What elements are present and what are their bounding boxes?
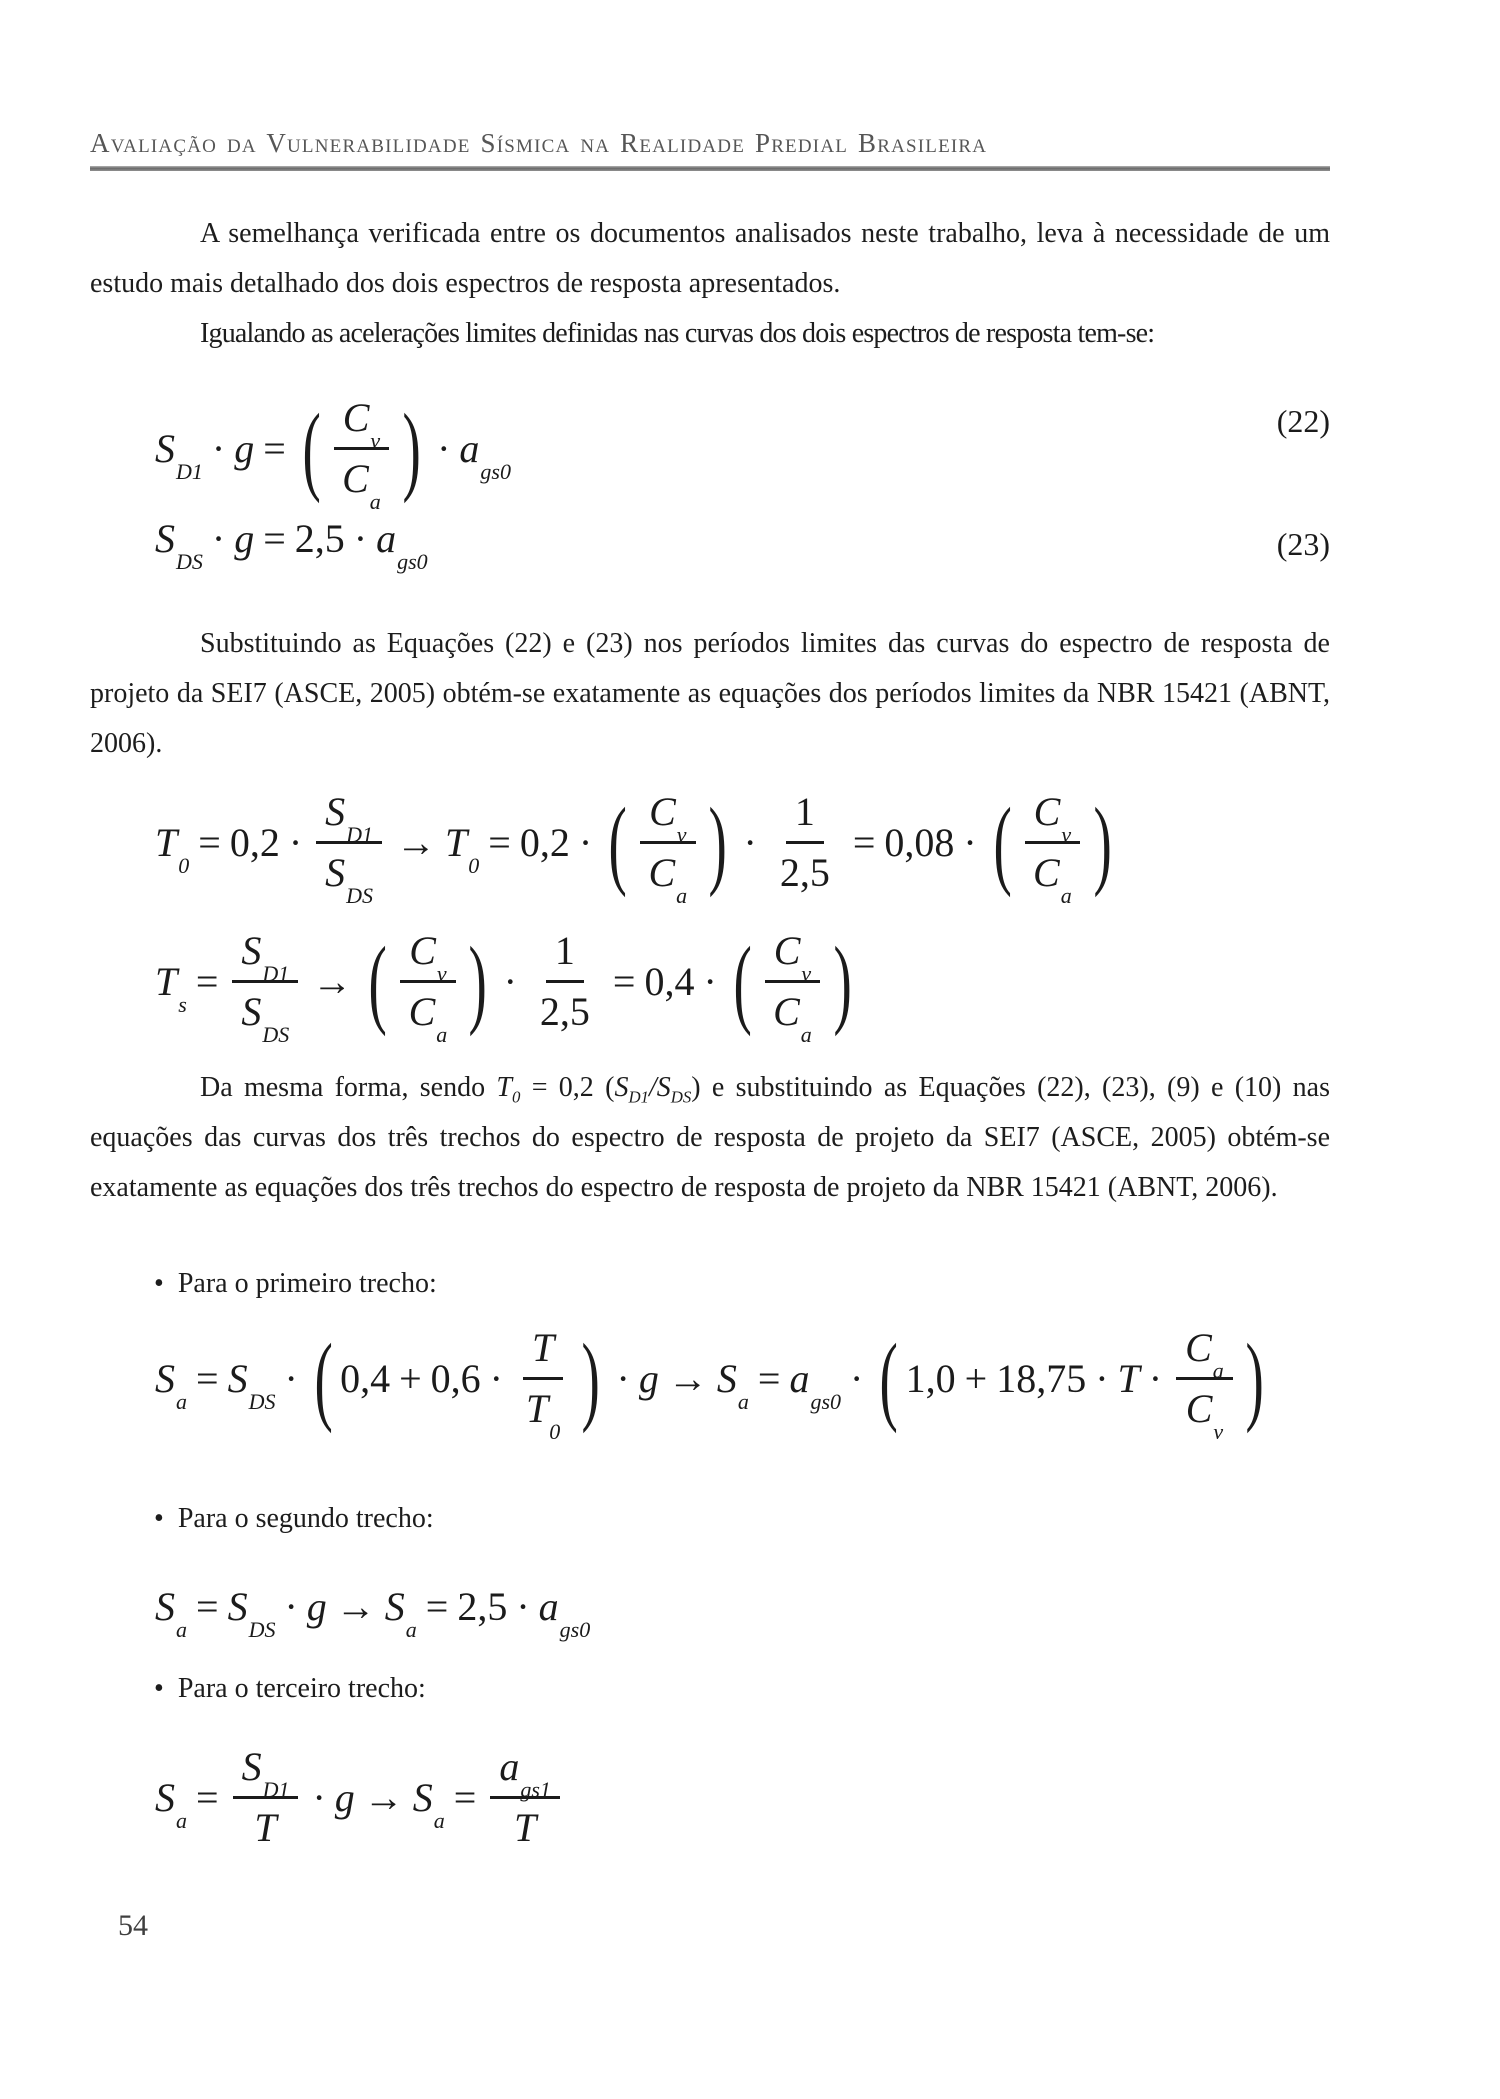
math-operator: ·: [353, 516, 368, 561]
math-var: T: [1117, 1355, 1140, 1401]
math-var: a: [538, 1584, 559, 1629]
bullet-item-terceiro-trecho: [154, 1664, 1330, 1714]
math-operator: ·: [703, 958, 717, 1004]
arrow-icon: →: [312, 958, 353, 1004]
math-sub: D1: [262, 961, 290, 987]
equation-segundo-trecho-block: [155, 1584, 1330, 1643]
math-sub: DS: [346, 883, 374, 909]
math-number: 1: [554, 928, 575, 973]
math-operator: ·: [1095, 1355, 1109, 1401]
fraction: [639, 789, 696, 909]
equation-23-row: [155, 516, 1330, 575]
math-operator: ·: [1148, 1355, 1163, 1401]
math-var: C: [1185, 1386, 1213, 1431]
fraction: [771, 789, 839, 896]
right-paren: ): [1245, 1322, 1264, 1434]
math-operator: =: [852, 819, 876, 865]
math-sub: 0: [468, 852, 480, 878]
running-header-title: Avaliação da Vulnerabilidade Sísmica na Realidade Predial Brasileira: [90, 128, 988, 158]
math-sub: a: [369, 489, 381, 515]
math-operator: ·: [963, 819, 977, 865]
math-var: T: [155, 819, 178, 865]
fraction: [333, 395, 390, 515]
math-var: g: [234, 425, 255, 471]
math-sub: a: [800, 1022, 812, 1048]
right-paren: ): [468, 925, 488, 1037]
equation-22-row: [155, 392, 1330, 515]
math-number: 1: [794, 789, 815, 834]
math-var: g: [638, 1355, 659, 1401]
math-var: a: [376, 516, 397, 561]
math-operator: =: [612, 958, 636, 1004]
equation-number-23: (23): [1276, 526, 1330, 562]
math-number: 2,5: [539, 989, 590, 1034]
math-sub: DS: [248, 1388, 276, 1414]
math-var: C: [648, 850, 676, 895]
fraction: [764, 928, 821, 1048]
math-operator: /: [648, 1072, 657, 1103]
math-operator: ·: [503, 958, 517, 1004]
math-sub: gs0: [810, 1388, 841, 1414]
paragraph-4: [90, 1063, 1330, 1213]
math-sub: a: [405, 1617, 417, 1643]
math-sub: DS: [248, 1617, 276, 1643]
math-operator: ·: [437, 425, 451, 471]
math-var: T: [531, 1325, 555, 1370]
math-sub: a: [176, 1617, 187, 1643]
paragraph-4-text: e substituindo as Equações (22), (23), (9) e (10) nas equações das curvas dos três trechos do espectro de resposta de projeto da SEI7 (ASCE, 2005) obtém-se exatamente as equações dos três trechos do espectro de resposta de projeto da NBR 15421 (ABNT, 2006).: [90, 1072, 1331, 1203]
math-var: T: [155, 958, 178, 1004]
math-var: g: [334, 1774, 355, 1820]
page-content: [90, 0, 1330, 1943]
math-var: S: [155, 425, 175, 471]
math-var: g: [306, 1584, 327, 1629]
equation-23: [155, 516, 428, 575]
math-var: C: [1185, 1325, 1212, 1370]
math-var: S: [241, 1744, 262, 1789]
math-sub: v: [1213, 1419, 1224, 1445]
math-var: C: [408, 989, 436, 1034]
equation-terceiro-trecho: [155, 1744, 1330, 1851]
math-var: T: [514, 1805, 537, 1850]
left-paren: (: [608, 786, 627, 898]
math-number: 2,5: [457, 1584, 508, 1629]
math-operator: =: [196, 1774, 219, 1820]
math-number: 0,6: [430, 1355, 481, 1401]
math-operator: ·: [743, 819, 757, 865]
arrow-icon: →: [396, 819, 437, 865]
math-text: ): [691, 1072, 701, 1103]
math-operator: +: [964, 1355, 988, 1401]
paragraph-2: Igualando as acelerações limites definidas nas curvas dos dois espectros de resposta tem-se:: [200, 318, 1155, 349]
math-var: C: [773, 989, 800, 1034]
fraction: [232, 928, 298, 1048]
math-operator: ·: [284, 1355, 298, 1401]
left-paren: (: [733, 925, 752, 1037]
math-var: S: [155, 516, 175, 561]
math-var: C: [1033, 850, 1060, 895]
math-operator: =: [196, 1355, 219, 1401]
math-sub: a: [176, 1388, 187, 1414]
math-operator: ·: [312, 1774, 326, 1820]
bullet-label: Para o terceiro trecho:: [177, 1673, 426, 1704]
math-operator: ·: [288, 819, 303, 865]
math-operator: =: [757, 1355, 781, 1401]
bullet-item-segundo-trecho: [154, 1494, 1330, 1544]
math-number: 0,4: [340, 1355, 391, 1401]
fraction: [400, 928, 457, 1048]
math-sub: a: [1060, 883, 1072, 909]
math-sub: DS: [262, 1022, 290, 1048]
math-sub: gs0: [480, 458, 511, 484]
math-sub: D1: [628, 1087, 649, 1107]
math-var: S: [227, 1584, 248, 1629]
math-sub: v: [370, 428, 381, 454]
math-number: 1,0: [905, 1355, 956, 1401]
math-var: g: [234, 516, 255, 561]
math-var: S: [241, 928, 262, 973]
math-sub: gs0: [559, 1617, 591, 1643]
math-var: S: [716, 1355, 737, 1401]
math-var: S: [656, 1072, 671, 1103]
fraction: [1176, 1325, 1233, 1445]
math-sub: a: [1212, 1358, 1224, 1384]
math-sub: v: [1061, 822, 1072, 848]
bullet-marker-icon: •: [154, 1268, 164, 1299]
math-var: S: [155, 1584, 175, 1629]
math-operator: ·: [578, 819, 593, 865]
left-paren: (: [314, 1322, 333, 1434]
math-sub: a: [436, 1022, 448, 1048]
fraction: [490, 1744, 560, 1851]
equation-Ts-block: [155, 925, 1330, 1048]
math-var: S: [241, 989, 262, 1034]
math-sub: 0: [511, 1087, 521, 1107]
math-operator: =: [453, 1774, 477, 1820]
fraction: [316, 789, 382, 909]
math-operator: ·: [489, 1355, 503, 1401]
math-var: S: [614, 1072, 629, 1103]
math-operator: =: [198, 819, 221, 865]
math-var: a: [789, 1355, 810, 1401]
equation-T0: [155, 786, 1330, 909]
left-paren: (: [993, 786, 1012, 898]
math-number: 18,75: [996, 1355, 1087, 1401]
fraction: [517, 1325, 569, 1445]
bullet-marker-icon: •: [154, 1673, 164, 1704]
math-sub: DS: [670, 1087, 692, 1107]
math-sub: a: [176, 1807, 187, 1833]
arrow-icon: →: [363, 1774, 404, 1820]
math-var: T: [254, 1805, 277, 1850]
math-sub: gs1: [520, 1777, 551, 1803]
math-var: S: [412, 1774, 433, 1820]
right-paren: ): [581, 1322, 601, 1434]
paragraph-1: A semelhança verificada entre os documentos analisados neste trabalho, leva à necessidade de um estudo mais detalhado dos dois espectros de resposta apresentados.: [90, 218, 1330, 299]
math-operator: ·: [284, 1584, 298, 1629]
arrow-icon: →: [335, 1584, 376, 1629]
equation-T0-block: [155, 786, 1330, 909]
math-sub: D1: [262, 1777, 290, 1803]
header-rule: [90, 166, 1330, 171]
left-paren: (: [302, 392, 321, 504]
math-operator: =: [195, 958, 219, 1004]
bullet-marker-icon: •: [154, 1503, 164, 1534]
math-operator: ·: [211, 516, 226, 561]
math-number: 0,2: [229, 819, 280, 865]
equation-primeiro-trecho: [155, 1322, 1330, 1445]
math-sub: D1: [346, 822, 374, 848]
math-var: C: [409, 928, 436, 973]
math-var: T: [525, 1386, 549, 1431]
equation-number-22: (22): [1276, 403, 1330, 439]
math-sub: 0: [549, 1419, 561, 1445]
fraction: [233, 1744, 299, 1851]
math-sub: D1: [176, 458, 203, 484]
right-paren: ): [402, 392, 421, 504]
math-number: 0,2: [519, 819, 570, 865]
math-var: T: [496, 1072, 512, 1103]
math-number: 2,5: [294, 516, 345, 561]
math-operator: =: [425, 1584, 449, 1629]
fraction: [1024, 789, 1081, 909]
math-operator: =: [196, 1584, 219, 1629]
math-sub: a: [737, 1388, 749, 1414]
math-number: 0,08: [884, 819, 955, 865]
math-var: S: [325, 850, 346, 895]
math-operator: =: [488, 819, 511, 865]
right-paren: ): [708, 786, 727, 898]
math-sub: a: [433, 1807, 445, 1833]
equation-Ts: [155, 925, 1330, 1048]
math-sub: s: [178, 991, 187, 1017]
bullet-label: Para o segundo trecho:: [177, 1503, 434, 1534]
math-var: T: [445, 819, 468, 865]
equation-segundo-trecho: [155, 1584, 1330, 1643]
math-var: C: [342, 456, 369, 501]
math-var: S: [155, 1355, 175, 1401]
math-number: 2,5: [779, 850, 830, 895]
math-var: a: [459, 425, 480, 471]
math-operator: ·: [516, 1584, 530, 1629]
math-sub: v: [801, 961, 812, 987]
math-var: C: [342, 395, 370, 440]
math-operator: +: [399, 1355, 422, 1401]
arrow-icon: →: [667, 1355, 708, 1401]
page-number: 54: [118, 1909, 148, 1942]
fraction: [531, 928, 599, 1035]
math-number: 0,4: [644, 958, 695, 1004]
math-sub: a: [676, 883, 688, 909]
math-text: = 0,2 (: [520, 1072, 615, 1103]
math-var: C: [773, 928, 801, 973]
math-operator: =: [263, 425, 286, 471]
math-var: C: [1033, 789, 1061, 834]
bullet-label: Para o primeiro trecho:: [177, 1268, 437, 1299]
equation-22: [155, 392, 511, 515]
right-paren: ): [1093, 786, 1112, 898]
right-paren: ): [833, 925, 852, 1037]
math-sub: 0: [178, 852, 190, 878]
bullet-item-primeiro-trecho: [154, 1259, 1330, 1309]
math-var: S: [384, 1584, 405, 1629]
paragraph-3: Substituindo as Equações (22) e (23) nos períodos limites das curvas do espectro de resposta de projeto da SEI7 (ASCE, 2005) obtém-se exatamente as equações dos períodos limites da NBR 15421 (ABNT, 2006).: [90, 628, 1330, 759]
math-var: S: [155, 1774, 175, 1820]
math-sub: gs0: [397, 549, 428, 575]
equation-terceiro-trecho-block: [155, 1744, 1330, 1851]
math-sub: v: [436, 961, 447, 987]
math-var: a: [499, 1744, 520, 1789]
math-sub: DS: [176, 549, 203, 575]
left-paren: (: [879, 1322, 899, 1434]
math-sub: v: [676, 822, 687, 848]
math-var: C: [649, 789, 676, 834]
math-var: S: [227, 1355, 248, 1401]
math-operator: ·: [616, 1355, 630, 1401]
math-operator: ·: [211, 425, 226, 471]
math-var: S: [325, 789, 346, 834]
equation-primeiro-trecho-block: [155, 1322, 1330, 1445]
left-paren: (: [368, 925, 388, 1037]
math-operator: =: [263, 516, 286, 561]
paragraph-4-text: Da mesma forma, sendo: [200, 1072, 497, 1103]
math-operator: ·: [850, 1355, 864, 1401]
